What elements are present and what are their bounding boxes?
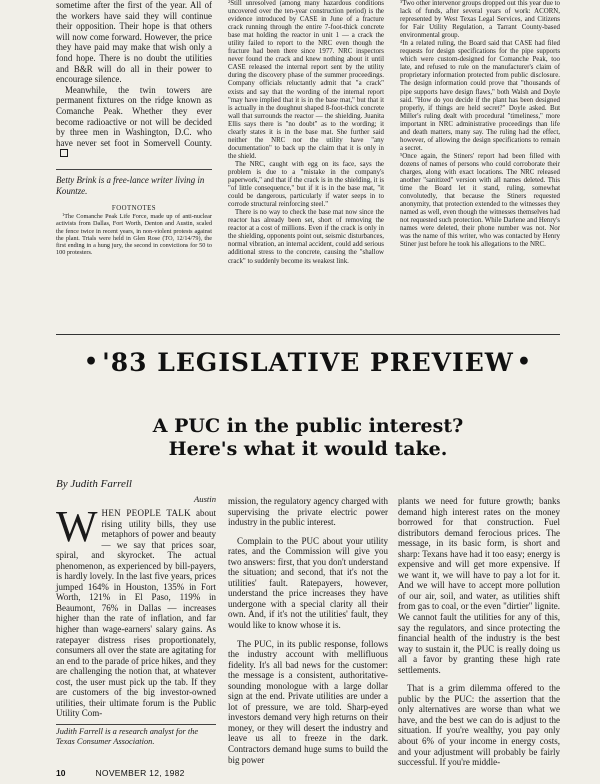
article-paragraph: mission, the regulatory agency charged with supervising the private electric power industry in the public interest. (228, 496, 388, 528)
footnote-2-paragraph: The NRC, caught with egg on its face, says the problem is due to a "mistake in the company's paperwork," and that if the crack is in the shielding, it is "of little consequence," but if it is in the base mat, "it could be dangerous, particularly if water seeps in to corrode structural reinforcing steel." (228, 160, 384, 209)
author-bio-brink: Betty Brink is a free-lance writer living in Kountze. (56, 174, 205, 196)
article-col2-body (228, 496, 388, 765)
top-col2-body (228, 0, 384, 266)
article-col1-body (56, 502, 216, 719)
article-paragraph: Complain to the PUC about your utility rates, and the Commission will give you two answers: first, that you don't understand the situation; and second, that it's not the utilities' fault. Ratepayers, however, understand the price increases they have undergone with a special clarity all their own. And, if it's not the utilities' fault, they would like to know whose it is. (228, 535, 388, 631)
footnote-marker: 4 (400, 39, 403, 45)
page-number: 10 (56, 768, 66, 778)
footnote-marker: 1 (62, 212, 65, 218)
footnote-2-text: Still unresolved (among many hazardous conditions uncovered over the ten-year construction period) is the evidence introduced by CASE in June of a fracture crack running through the entire 7-foot-thick concrete base mat holding the reactor in unit 1 — a crack the utility failed to report to the NRC even though the fracture had been there since 1977. NRC inspectors never found the crack and knew nothing about it until CASE released the internal report sent by the utility during the discovery phase of the summer proceedings. Company officials reluctantly admit that "a crack" exists and say that the wording of the internal report "may have implied that it is in the base mat," but that it is actually in the doughnut shaped 8-foot-thick concrete wall that surrounds the reactor — the shielding. Juanita Ellis says there is "no doubt" as to the wording; it clearly states it is in the base mat. She further said neither the NRC nor the utility have "any documentation" to back up the claim that it is only in the shield. (228, 0, 384, 160)
drop-cap: W (56, 502, 98, 551)
top-column-3 (400, 0, 560, 249)
lead-small-caps: HEN PEOPLE TALK (101, 508, 191, 518)
footnote-2 (228, 0, 384, 161)
footnote-5-text: Once again, the Stiners' report had been filled with dozens of names of persons who could corroborate their charges, along with exact locations. The NRC released another "sanitized" version with all names deleted. This time the Board let it stand, ruling, somewhat convolutedly, that because the Stiners requested anonymity, that protection extended to the witnesses they named as well, even though the witnesses themselves had not requested such protection. While Darlene and Henry's names were deleted, their phone number was not. Nor was the name of this writer, who was contacted by Henry Stiner just before he took his allegations to the NRC. (400, 152, 560, 249)
bio-divider (56, 169, 212, 170)
top-col1-body (56, 0, 212, 159)
dateline: Austin (194, 494, 216, 504)
footnote-4-text: In a related ruling, the Board said that CASE had filed requests for design specifications for the pipe supports which were custom-designed for Comanche Peak, too late, and refused to rule on the manufacturer's claim of proprietary information protected from public disclosure. The design information could prove that "thousands of pipe supports have design flaws," both Walsh and Doyle said. "How do you decide if the plant has been designed properly, if things are held secret?" Doyle asked. But Miller's ruling dealt with procedural "timeliness," more important in NRC administrative proceedings than life and death matters, many say. The ruling had the effect, however, of allowing the design specifications to remain a secret. (400, 40, 560, 152)
article-column-2 (228, 496, 388, 773)
footnote-3-text: Two other intervenor groups dropped out this year due to lack of funds, after several years of work: ACORN, represented by West Texas Legal Services, and Citizens for Fair Utility Regulation, a Tarrant County-based environmental group. (400, 0, 560, 40)
banner-text: '83 LEGISLATIVE PREVIEW (102, 348, 514, 377)
issue-date: NOVEMBER 12, 1982 (95, 768, 185, 778)
top-column-1 (56, 0, 212, 256)
top-col1-paragraph: sometime after the first of the year. All of the workers have said they will continue their opposition. Their hope is that others will now come forward. However, the price they have paid may make that wish only a fond hope. There is no doubt the utilities and B&R will do all in their power to encourage silence. (56, 0, 212, 85)
bullet-dot-icon: • (84, 349, 100, 375)
footnotes-heading: FOOTNOTES (111, 205, 157, 213)
bullet-dot-icon: • (516, 349, 532, 375)
section-banner (56, 348, 560, 377)
article-paragraph: plants we need for future growth; banks demand high interest rates on the money borrowed for that construction. Fuel distributors demand ferocious prices. The message, in its basic form, is short and sharp: Texans have had it too easy; energy is expensive and will get more expensive. If we want it, we will have to pay a lot for it. And we will have to accept more pollution of our air, soil, and water, as utilities shift from gas to coal, or the even "dirtier" lignite. We cannot fault the utilities for any of this, say the regulators, and since protecting the financial health of the industry is the best way to sustain it, the PUC is really doing us all a favor by granting these high rate settlements. (398, 496, 560, 675)
section-divider (56, 334, 560, 335)
footnote-3 (400, 0, 560, 40)
footnote-4 (400, 40, 560, 153)
footnote-2-paragraph: There is no way to check the base mat now since the reactor has already been set, short of removing the reactor at a cost of millions. Even if the crack is only in the shielding, opponents point out, seismic disturbances, normal vibration, an internal accident, could add serious additional stress to the concrete, causing the "shallow crack" to suddenly become its weakest link. (228, 209, 384, 265)
article-column-1 (56, 478, 216, 747)
top-col3-body (400, 0, 560, 249)
page-folio (56, 768, 215, 778)
article-headline (56, 415, 560, 461)
lead-paragraph (56, 502, 216, 719)
article-paragraph: The PUC, in its public response, follows the industry account with mellifluous fidelity. It's all bad news for the customer: the message is a consistent, authoritative-sounding monologue with a large dollar sign at the end. Private utilities are under a lot of pressure, we are told. Sharp-eyed investors demand very high returns on their money, or they will desert the industry and leave us all to freeze in the dark. Contractors demand huge sums to build the big power (228, 638, 388, 765)
top-column-2 (228, 0, 384, 266)
footnote-marker: 5 (400, 151, 403, 157)
lead-text: about rising utility bills, they use metaphors of power and beauty — we say that prices soar, spiral, and skyrocket. The actual phenomenon, as experienced by bill-payers, is hardly lovely. In the last five years, prices jumped 164% in Houston, 135% in Fort Worth, 121% in El Paso, 119% in Beaumont, 76% in Dallas — increases higher than the rate of inflation, and far higher than wage-earners' salary gains. As ratepayer distress rises proportionately, consumers all over the state are agitating for an end to the parade of price hikes, and they are challenging the notion that, at whatever cost, the user must pick up the tab. If they are customers of the big investor-owned utilities, their ultimate forum is the Public Utility Com- (56, 508, 216, 719)
headline-line-2: Here's what it would take. (168, 438, 448, 460)
article-col3-body (398, 496, 560, 768)
footnote-5 (400, 153, 560, 250)
article-paragraph: That is a grim dilemma offered to the public by the PUC: the assertion that the only alternatives are worse than what we have, and the best we can do is adjust to the situation. If you're wealthy, you pay only about 6% of your income in energy costs, and your adjustment will probably be fairly successful. If you're middle- (398, 683, 560, 768)
author-bio-farrell: Judith Farrell is a research analyst for the Texas Consumer Association. (56, 726, 199, 746)
article-column-3 (398, 496, 560, 776)
footnote-1 (56, 213, 212, 256)
top-col1-paragraph (56, 85, 212, 159)
bio-divider (56, 724, 216, 725)
footnotes (56, 213, 212, 256)
byline: By Judith Farrell (56, 478, 132, 490)
footnote-marker: 3 (400, 0, 403, 4)
top-col1-paragraph-text: Meanwhile, the twin towers are permanent fixtures on the ridge known as Comanche Peak. Whether they ever become radioactive or not will be decided by three men in Washington, D.C. who have never set foot in Somervell County. (56, 84, 212, 148)
footnote-marker: 2 (228, 0, 231, 4)
end-of-article-mark (60, 149, 68, 157)
footnote-1-text: The Comanche Peak Life Force, made up of anti-nuclear activists from Dallas, Fort Worth, Denton and Austin, scaled the fence twice in recent years, in non-violent protests against the plant. Trials were held in Glen Rose (TO, 12/14/79), the first ending in a hung jury, the second in convictions for 50 to 100 protesters. (56, 213, 212, 257)
headline-line-1: A PUC in the public interest? (152, 415, 464, 437)
